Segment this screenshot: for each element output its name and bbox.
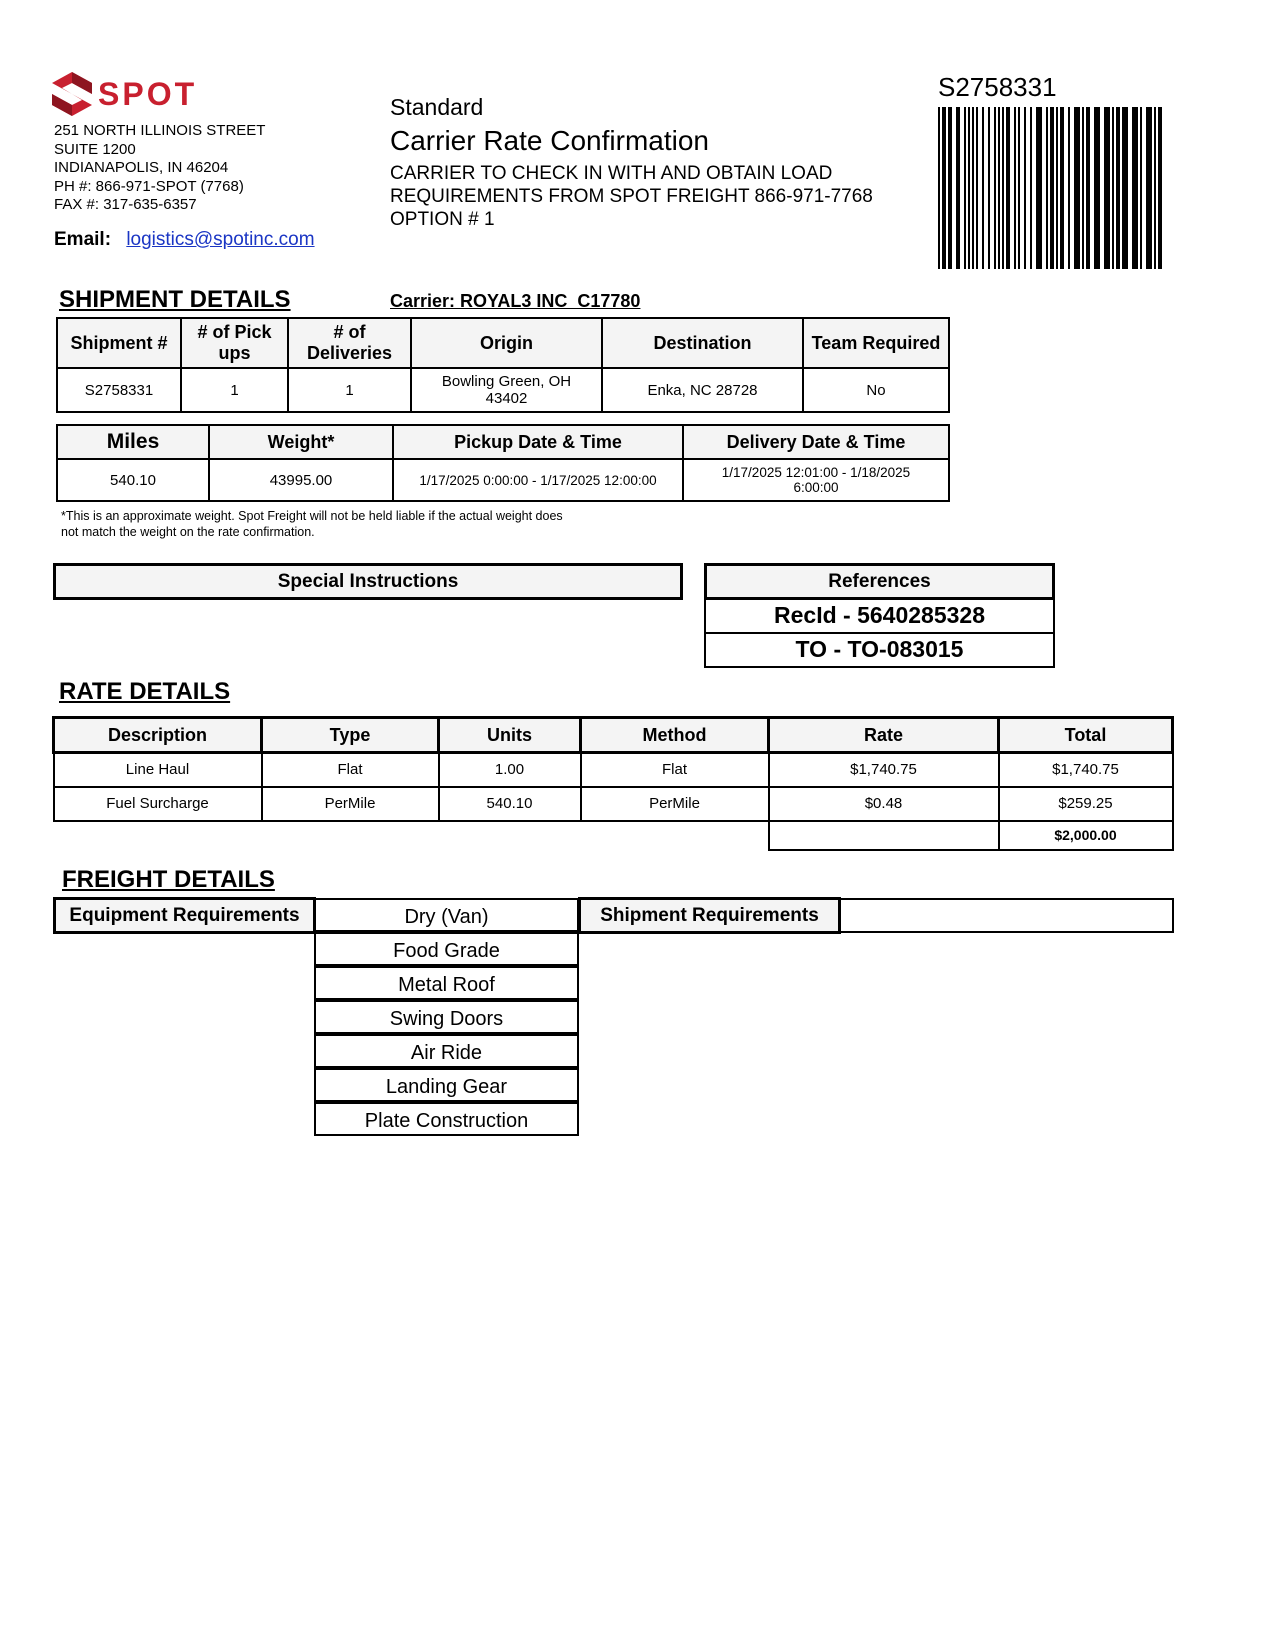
table-cell: 43995.00	[209, 459, 393, 501]
col-header: Type	[262, 718, 439, 753]
address-line: 251 NORTH ILLINOIS STREET	[54, 122, 266, 139]
col-header: Destination	[602, 318, 803, 368]
reference-item: RecId - 5640285328	[704, 600, 1055, 634]
carrier-label: Carrier: ROYAL3 INC C17780	[390, 291, 641, 311]
equipment-item: Dry (Van)	[314, 898, 579, 932]
col-header: Team Required	[803, 318, 949, 368]
table-cell: Flat	[581, 753, 769, 787]
table-cell: 540.10	[439, 787, 581, 821]
col-header: Rate	[769, 718, 999, 753]
special-instructions-header: Special Instructions	[53, 563, 683, 600]
email-label: Email:	[54, 229, 112, 250]
col-header: # of Deliveries	[288, 318, 411, 368]
col-header: Weight*	[209, 425, 393, 459]
notice-line: OPTION # 1	[390, 209, 495, 230]
table-cell: $1,740.75	[769, 753, 999, 787]
document-type: Standard	[390, 94, 484, 120]
col-header: # of Pick ups	[181, 318, 288, 368]
col-header: Pickup Date & Time	[393, 425, 683, 459]
table-cell: Bowling Green, OH 43402	[411, 368, 602, 412]
shipment-requirements-label: Shipment Requirements	[578, 897, 841, 934]
table-cell: 540.10	[57, 459, 209, 501]
address-line: INDIANAPOLIS, IN 46204	[54, 159, 229, 176]
equipment-item: Metal Roof	[314, 966, 579, 1000]
notice-line: CARRIER TO CHECK IN WITH AND OBTAIN LOAD	[390, 163, 833, 184]
table-cell: $1,740.75	[999, 753, 1173, 787]
email-row	[54, 229, 315, 251]
barcode-icon	[938, 107, 1162, 269]
table-cell: Fuel Surcharge	[54, 787, 262, 821]
carrier-notice	[390, 162, 873, 231]
note-line: not match the weight on the rate confirmation.	[61, 525, 315, 539]
table-cell: $259.25	[999, 787, 1173, 821]
logo-text: SPOT	[98, 76, 198, 112]
shipment-number: S2758331	[938, 72, 1057, 102]
shipment-section-title: SHIPMENT DETAILS	[59, 286, 291, 313]
phone-line: PH #: 866-971-SPOT (7768)	[54, 177, 244, 195]
table-row	[54, 753, 1173, 787]
col-header: Units	[439, 718, 581, 753]
weight-note	[61, 508, 563, 540]
spot-logo-icon	[52, 72, 92, 116]
rate-table	[52, 716, 1174, 851]
col-header: Method	[581, 718, 769, 753]
rate-section-title: RATE DETAILS	[59, 678, 231, 705]
table-cell: S2758331	[57, 368, 181, 412]
shipment-requirements-value	[839, 898, 1174, 933]
table-cell: 1	[288, 368, 411, 412]
freight-section-title: FREIGHT DETAILS	[62, 866, 275, 893]
col-header: Miles	[57, 425, 209, 459]
col-header: Description	[54, 718, 262, 753]
col-header: Delivery Date & Time	[683, 425, 949, 459]
table-cell: 1.00	[439, 753, 581, 787]
references-box	[704, 563, 1055, 668]
table-row	[54, 787, 1173, 821]
company-logo	[52, 72, 198, 118]
equipment-requirements-label: Equipment Requirements	[53, 897, 316, 934]
document-title: Carrier Rate Confirmation	[390, 125, 709, 156]
address-line: SUITE 1200	[54, 140, 136, 158]
table-cell: 1	[181, 368, 288, 412]
table-cell: Enka, NC 28728	[602, 368, 803, 412]
table-cell: Flat	[262, 753, 439, 787]
table-cell: PerMile	[262, 787, 439, 821]
table-cell: Line Haul	[54, 753, 262, 787]
equipment-item: Landing Gear	[314, 1068, 579, 1102]
reference-item: TO - TO-083015	[704, 634, 1055, 668]
col-header: Total	[999, 718, 1173, 753]
references-header: References	[704, 563, 1055, 600]
table-cell: $0.48	[769, 787, 999, 821]
col-header: Shipment #	[57, 318, 181, 368]
grand-total: $2,000.00	[999, 821, 1173, 850]
miles-weight-table	[56, 424, 950, 502]
table-cell: No	[803, 368, 949, 412]
equipment-item: Air Ride	[314, 1034, 579, 1068]
total-spacer-cell	[769, 821, 999, 850]
table-cell: 1/17/2025 12:01:00 - 1/18/2025 6:00:00	[683, 459, 949, 501]
equipment-item: Food Grade	[314, 932, 579, 966]
email-link[interactable]: logistics@spotinc.com	[126, 229, 315, 250]
table-cell: 1/17/2025 0:00:00 - 1/17/2025 12:00:00	[393, 459, 683, 501]
shipment-table	[56, 317, 950, 413]
equipment-item: Swing Doors	[314, 1000, 579, 1034]
equipment-item: Plate Construction	[314, 1102, 579, 1136]
note-line: *This is an approximate weight. Spot Freight will not be held liable if the actual weight does	[61, 509, 563, 523]
table-cell: PerMile	[581, 787, 769, 821]
fax-line: FAX #: 317-635-6357	[54, 196, 197, 213]
company-address	[54, 122, 265, 215]
notice-line: REQUIREMENTS FROM SPOT FREIGHT 866-971-7768	[390, 186, 873, 207]
col-header: Origin	[411, 318, 602, 368]
